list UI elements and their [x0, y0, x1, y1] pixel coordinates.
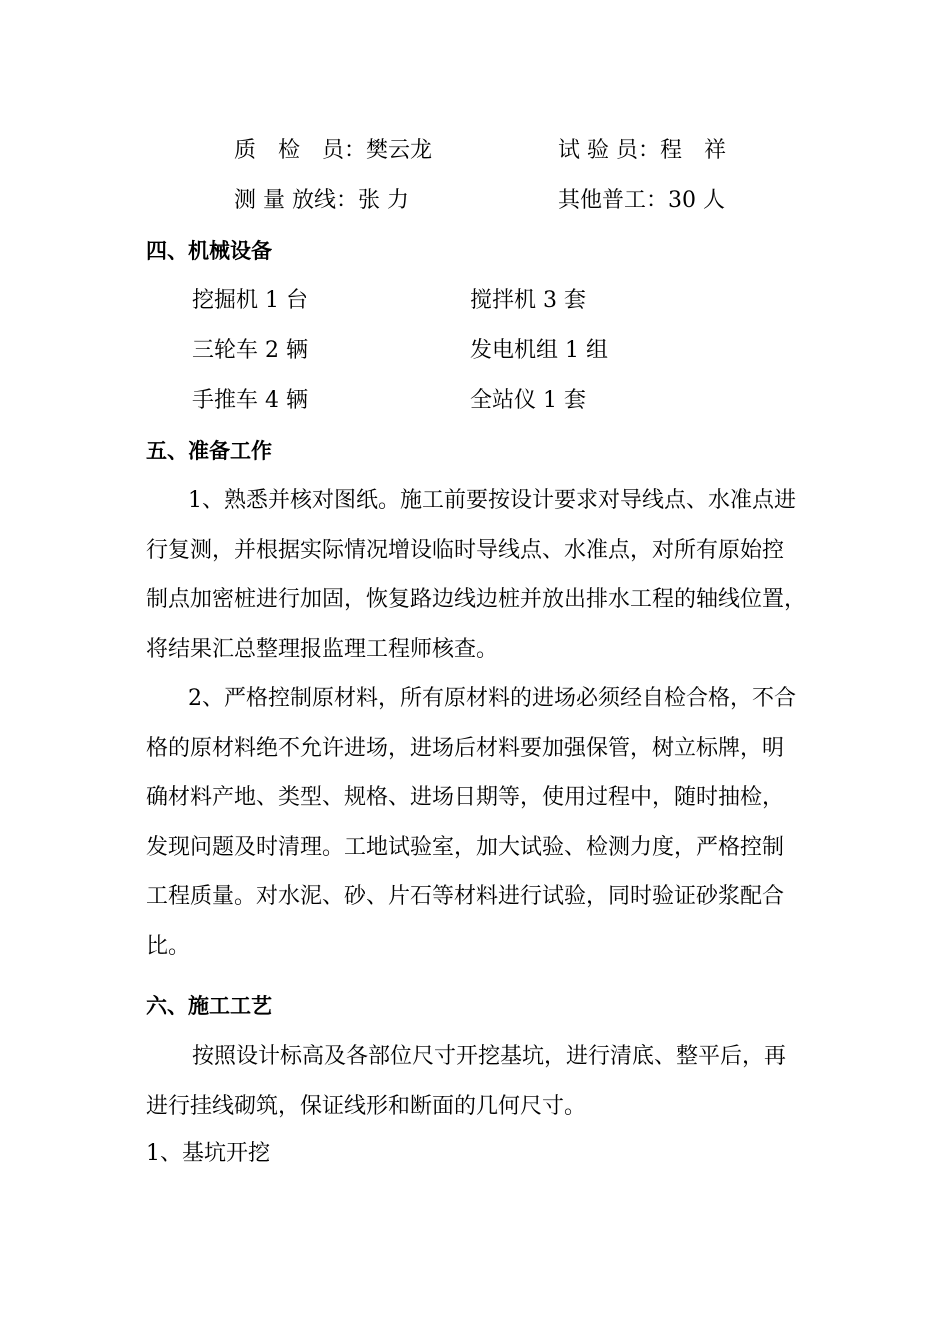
subsection-foundation-excavation: 1、基坑开挖 [146, 1141, 270, 1166]
surveyor-line [234, 186, 409, 216]
paragraph-line: 确材料产地、类型、规格、进场日期等，使用过程中，随时抽检， [146, 785, 785, 811]
paragraph-line: 将结果汇总整理报监理工程师核查。 [146, 636, 499, 662]
equipment-item: 挖掘机 1 台 [192, 288, 308, 313]
laborers-value: 30 人 [668, 188, 726, 213]
qc-inspector-label: 质 检 员： [234, 138, 367, 163]
paragraph-line: 比。 [146, 933, 191, 959]
surveyor-name: 张 力 [358, 188, 409, 213]
paragraph-line: 按照设计标高及各部位尺寸开挖基坑，进行清底、整平后，再 [192, 1044, 787, 1069]
section-heading-construction-process: 六、施工工艺 [146, 994, 272, 1018]
laborers-label: 其他普工： [558, 188, 669, 213]
paragraph-line: 进行挂线砌筑，保证线形和断面的几何尺寸。 [146, 1093, 587, 1119]
equipment-item: 全站仪 1 套 [470, 388, 586, 413]
paragraph-line: 2、严格控制原材料，所有原材料的进场必须经自检合格，不合 [188, 686, 796, 711]
surveyor-label: 测 量 放线： [234, 188, 358, 213]
paragraph-line: 发现问题及时清理。工地试验室，加大试验、检测力度，严格控制 [146, 834, 785, 860]
tester-name: 程 祥 [660, 138, 727, 163]
laborers-line [558, 186, 725, 216]
section-heading-equipment: 四、机械设备 [146, 239, 272, 263]
paragraph-line: 工程质量。对水泥、砂、片石等材料进行试验，同时验证砂浆配合 [146, 884, 785, 910]
equipment-item: 搅拌机 3 套 [470, 288, 586, 313]
tester-line [558, 136, 726, 166]
preparation-paragraph-1 [146, 476, 816, 674]
paragraph-line: 行复测，并根据实际情况增设临时导线点、水准点，对所有原始控 [146, 537, 785, 563]
equipment-item: 三轮车 2 辆 [192, 338, 308, 363]
construction-intro-paragraph [146, 1032, 816, 1131]
paragraph-line: 格的原材料绝不允许进场，进场后材料要加强保管，树立标牌，明 [146, 735, 785, 761]
qc-inspector-line [234, 136, 432, 166]
paragraph-line: 1、熟悉并核对图纸。施工前要按设计要求对导线点、水准点进 [188, 488, 796, 513]
equipment-item: 发电机组 1 组 [470, 338, 608, 363]
qc-inspector-name: 樊云龙 [366, 138, 433, 163]
tester-label: 试 验 员： [558, 138, 660, 163]
section-heading-preparation: 五、准备工作 [146, 439, 272, 463]
preparation-paragraph-2 [146, 674, 816, 972]
paragraph-line: 制点加密桩进行加固，恢复路边线边桩并放出排水工程的轴线位置， [146, 587, 807, 613]
equipment-item: 手推车 4 辆 [192, 388, 308, 413]
